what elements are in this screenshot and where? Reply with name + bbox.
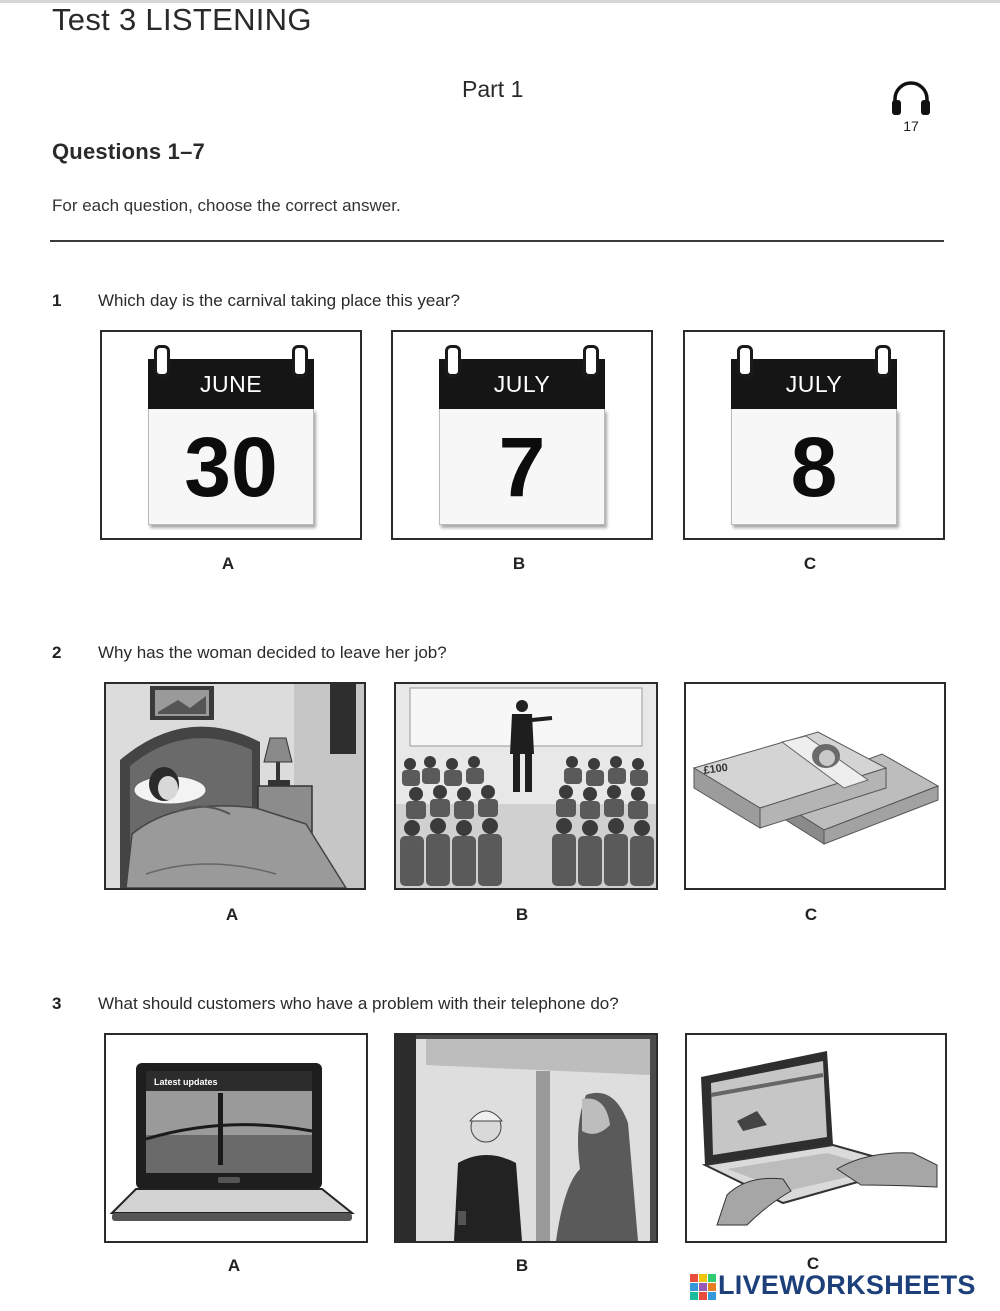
q1-letter-a: A	[221, 554, 235, 573]
presentation-audience-image	[396, 684, 656, 888]
divider	[50, 240, 944, 242]
test-title: Test 3 LISTENING	[52, 2, 312, 37]
calendar-month: JULY	[785, 371, 843, 397]
woman-in-bed-image	[106, 684, 364, 888]
q2-option-b[interactable]	[394, 682, 658, 890]
q1-option-b[interactable]	[391, 330, 653, 540]
headphones-icon	[888, 78, 934, 118]
audio-track[interactable]	[888, 78, 934, 138]
calendar-month: JULY	[493, 371, 551, 397]
audio-track-number: 17	[903, 118, 919, 134]
instruction: For each question, choose the correct answer.	[52, 196, 401, 215]
calendar-july-8	[731, 359, 897, 525]
q1-letter-b: B	[512, 554, 526, 573]
q2-option-a[interactable]	[104, 682, 366, 890]
hands-typing-laptop-image	[687, 1035, 945, 1241]
liveworksheets-text: LIVEWORKSHEETS	[718, 1270, 976, 1300]
q3-option-a[interactable]	[104, 1033, 368, 1243]
question-1-text: Which day is the carnival taking place this year?	[98, 291, 460, 310]
q3-letter-b: B	[515, 1256, 529, 1275]
q1-option-c[interactable]	[683, 330, 945, 540]
note-label: £100	[702, 761, 729, 777]
part-title: Part 1	[462, 76, 524, 102]
banknotes-image	[686, 684, 944, 888]
liveworksheets-logo-icon	[690, 1274, 716, 1300]
calendar-june-30	[148, 359, 314, 525]
q3-letter-a: A	[227, 1256, 241, 1275]
questions-title: Questions 1–7	[52, 139, 205, 164]
question-2-number: 2	[52, 643, 62, 662]
q3-letter-c: C	[806, 1254, 820, 1273]
repairman-at-door-image	[396, 1035, 656, 1241]
q1-option-a[interactable]	[100, 330, 362, 540]
q3-option-c[interactable]	[685, 1033, 947, 1243]
q1-letter-c: C	[803, 554, 817, 573]
q2-letter-a: A	[225, 905, 239, 924]
calendar-day: 30	[184, 420, 278, 514]
calendar-month: JUNE	[199, 371, 263, 397]
q3-option-b[interactable]	[394, 1033, 658, 1243]
q2-option-c[interactable]	[684, 682, 946, 890]
calendar-day: 8	[790, 420, 838, 514]
q2-letter-c: C	[804, 905, 818, 924]
question-2-text: Why has the woman decided to leave her job?	[98, 643, 447, 662]
calendar-day: 7	[498, 420, 546, 514]
question-3-number: 3	[52, 994, 62, 1013]
question-3-text: What should customers who have a problem with their telephone do?	[98, 994, 619, 1013]
q2-letter-b: B	[515, 905, 529, 924]
screen-heading: Latest updates	[154, 1077, 218, 1087]
calendar-july-7	[439, 359, 605, 525]
laptop-website-image	[106, 1035, 366, 1241]
question-1-number: 1	[52, 291, 62, 310]
